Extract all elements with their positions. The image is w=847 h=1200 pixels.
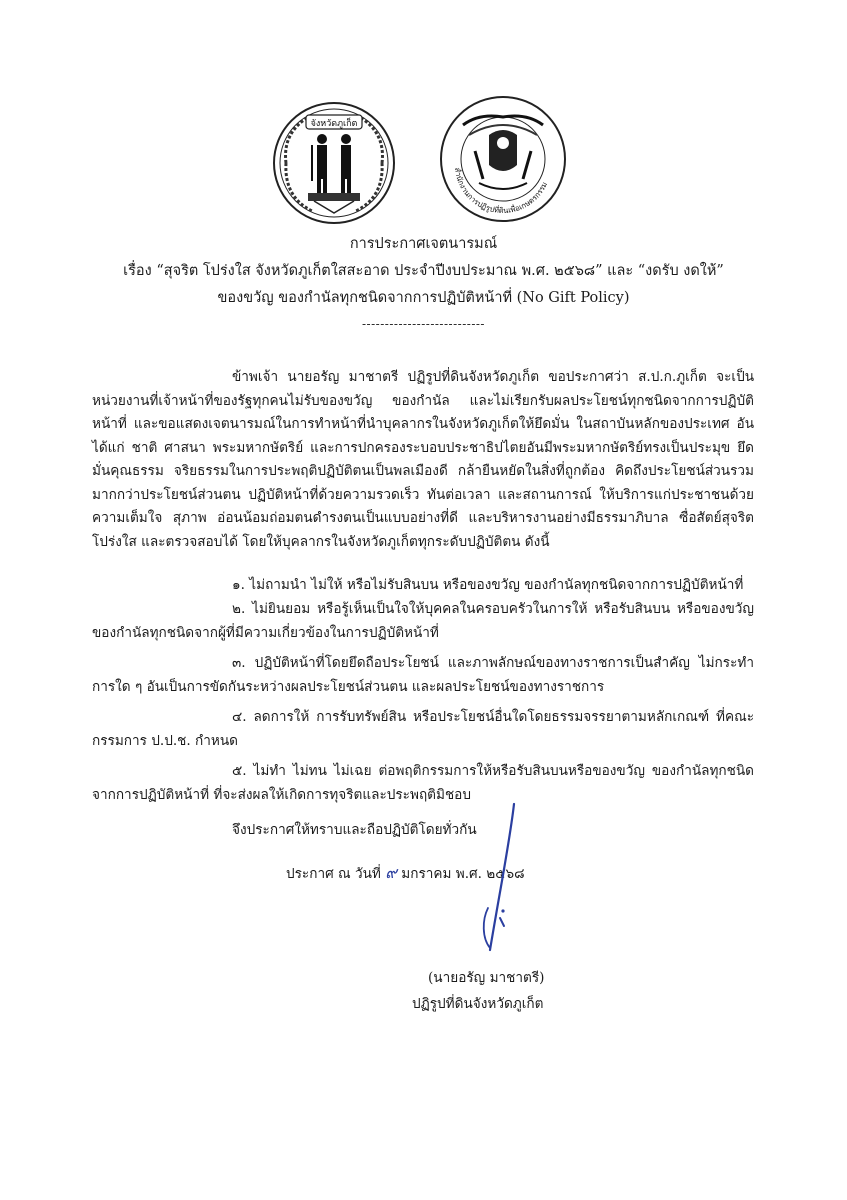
closing-statement: จึงประกาศให้ทราบและถือปฏิบัติโดยทั่วกัน	[232, 822, 477, 838]
intro-paragraph	[92, 366, 754, 554]
date-prefix: ประกาศ ณ วันที่	[286, 866, 381, 882]
intro-text: ข้าพเจ้า นายอรัญ มาชาตรี ปฏิรูปที่ดินจังหวัดภูเก็ต ขอประกาศว่า ส.ป.ก.ภูเก็ต จะเป็นหน่วยงานที่เจ้าหน้าที่ของรัฐทุกคนไม่รับของขวัญ ของกำนัล และไม่เรียกรับผลประโยชน์ทุกชนิดจากการปฏิบัติหน้าที่ และขอแสดงเจตนารมณ์ในการทำหน้าที่นำบุคลากรในจังหวัดภูเก็ตให้ยึดมั่น ในสถาบันหลักของประเทศ อันได้แก่ ชาติ ศาสนา พระมหากษัตริย์ และการปกครองระบอบประชาธิปไตยอันมีพระมหากษัตริย์ทรงเป็นประมุข ยึดมั่นคุณธรรม จริยธรรมในการประพฤติปฏิบัติตนเป็นพลเมืองดี กล้ายืนหยัดในสิ่งที่ถูกต้อง คิดถึงประโยชน์ส่วนรวมมากกว่าประโยชน์ส่วนตน ปฏิบัติหน้าที่ด้วยความรวดเร็ว ทันต่อเวลา และสถานการณ์ ให้บริการแก่ประชาชนด้วยความเต็มใจ สุภาพ อ่อนน้อมถ่อมตนดำรงตนเป็นแบบอย่างที่ดี และบริหารงานอย่างมีธรรมาภิบาล ซื่อสัตย์สุจริต โปร่งใส และตรวจสอบได้ โดยให้บุคลากรในจังหวัดภูเก็ตทุกระดับปฏิบัติตน ดังนี้	[92, 369, 754, 550]
phuket-province-seal-icon	[272, 101, 396, 225]
policy-item: ๕. ไม่ทำ ไม่ทน ไม่เฉย ต่อพฤติกรรมการให้หรือรับสินบนหรือของขวัญ ของกำนัลทุกชนิด จากการปฏิบัติหน้าที่ ที่จะส่งผลให้เกิดการทุจริตและประพฤติมิชอบ	[92, 763, 754, 803]
signature-icon	[470, 800, 530, 960]
announcement-title: การประกาศเจตนารมณ์	[349, 236, 498, 252]
alro-office-seal-icon	[439, 95, 567, 223]
subject-line-1: เรื่อง “สุจริต โปร่งใส จังหวัดภูเก็ตใสสะอาด ประจำปีงบประมาณ พ.ศ. ๒๕๖๘” และ “งดรับ งดให้”	[123, 263, 724, 279]
header-divider: ---------------------------	[362, 317, 485, 331]
policy-item: ๑. ไม่ถามนำ ไม่ให้ หรือไม่รับสินบน หรือของขวัญ ของกำนัลทุกชนิดจากการปฏิบัติหน้าที่	[232, 577, 744, 593]
svg-text:จังหวัดภูเก็ต: จังหวัดภูเก็ต	[310, 119, 358, 129]
policy-item: ๔. ลดการให้ การรับทรัพย์สิน หรือประโยชน์อื่นใดโดยธรรมจรรยาตามหลักเกณฑ์ ที่คณะกรรมการ ป.ป.ช. กำหนด	[92, 709, 754, 749]
subject-line-2: ของขวัญ ของกำนัลทุกชนิดจากการปฏิบัติหน้าที่ (No Gift Policy)	[217, 290, 630, 306]
policy-item: ๒. ไม่ยินยอม หรือรู้เห็นเป็นใจให้บุคคลในครอบครัวในการให้ หรือรับสินบน หรือของขวัญ ของกำนัลทุกชนิดจากผู้ที่มีความเกี่ยวข้องในการปฏิบัติหน้าที่	[92, 601, 754, 641]
date-month-year: มกราคม พ.ศ. ๒๕๖๘	[401, 866, 525, 882]
signatory-name: (นายอรัญ มาชาตรี)	[428, 970, 545, 986]
signatory-position: ปฏิรูปที่ดินจังหวัดภูเก็ต	[412, 996, 544, 1012]
handwritten-day: ๙	[385, 863, 397, 882]
policy-item: ๓. ปฏิบัติหน้าที่โดยยึดถือประโยชน์ และภาพลักษณ์ของทางราชการเป็นสำคัญ ไม่กระทำการใด ๆ อันเป็นการขัดกันระหว่างผลประโยชน์ส่วนตน และผลประโยชน์ของทางราชการ	[92, 655, 754, 695]
svg-text:สำนักงานการปฏิรูปที่ดินเพื่อเก: สำนักงานการปฏิรูปที่ดินเพื่อเกษตรกรรม	[452, 166, 550, 216]
